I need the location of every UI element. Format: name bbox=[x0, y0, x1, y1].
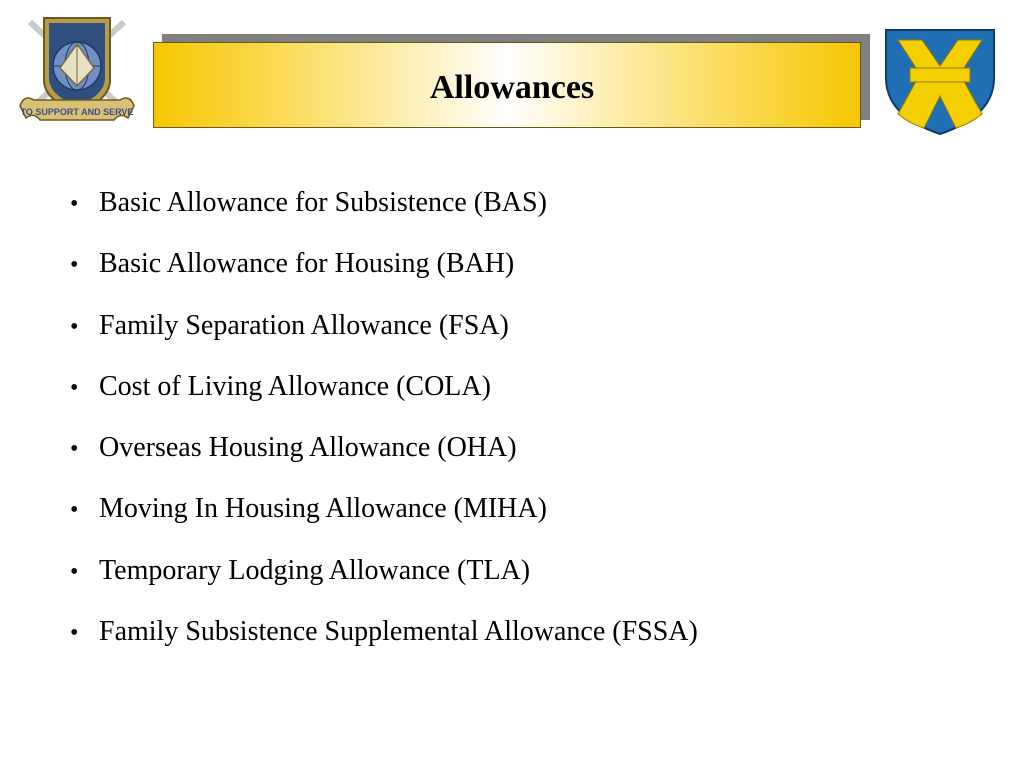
list-item bbox=[70, 248, 698, 309]
bullet-icon: • bbox=[70, 436, 79, 463]
list-item-text: Family Separation Allowance (FSA) bbox=[99, 309, 509, 341]
list-item bbox=[70, 432, 698, 493]
list-item bbox=[70, 187, 698, 248]
list-item bbox=[70, 371, 698, 432]
list-item-text: Family Subsistence Supplemental Allowance (FSSA) bbox=[99, 616, 698, 648]
list-item-text: Basic Allowance for Housing (BAH) bbox=[99, 248, 515, 280]
bullet-icon: • bbox=[70, 620, 79, 647]
list-item-text: Moving In Housing Allowance (MIHA) bbox=[99, 493, 547, 525]
list-item bbox=[70, 310, 698, 371]
svg-text:TO SUPPORT AND SERVE: TO SUPPORT AND SERVE bbox=[20, 107, 134, 117]
list-item bbox=[70, 493, 698, 554]
shoulder-sleeve-shield-icon bbox=[880, 26, 1000, 136]
list-item-text: Basic Allowance for Subsistence (BAS) bbox=[99, 187, 547, 218]
list-item-text: Overseas Housing Allowance (OHA) bbox=[99, 432, 517, 464]
bullet-icon: • bbox=[70, 374, 79, 401]
list-item bbox=[70, 555, 698, 616]
list-item bbox=[70, 616, 698, 677]
bullet-icon: • bbox=[70, 252, 79, 279]
bullet-icon: • bbox=[70, 497, 79, 524]
title-banner bbox=[153, 42, 861, 128]
list-item-text: Cost of Living Allowance (COLA) bbox=[99, 370, 491, 402]
bullet-icon: • bbox=[70, 191, 79, 217]
allowances-list bbox=[70, 187, 698, 677]
bullet-icon: • bbox=[70, 313, 79, 340]
unit-crest-insignia-icon bbox=[16, 14, 138, 134]
list-item-text: Temporary Lodging Allowance (TLA) bbox=[99, 554, 531, 586]
bullet-icon: • bbox=[70, 558, 79, 585]
slide-title: Allowances bbox=[429, 69, 595, 106]
